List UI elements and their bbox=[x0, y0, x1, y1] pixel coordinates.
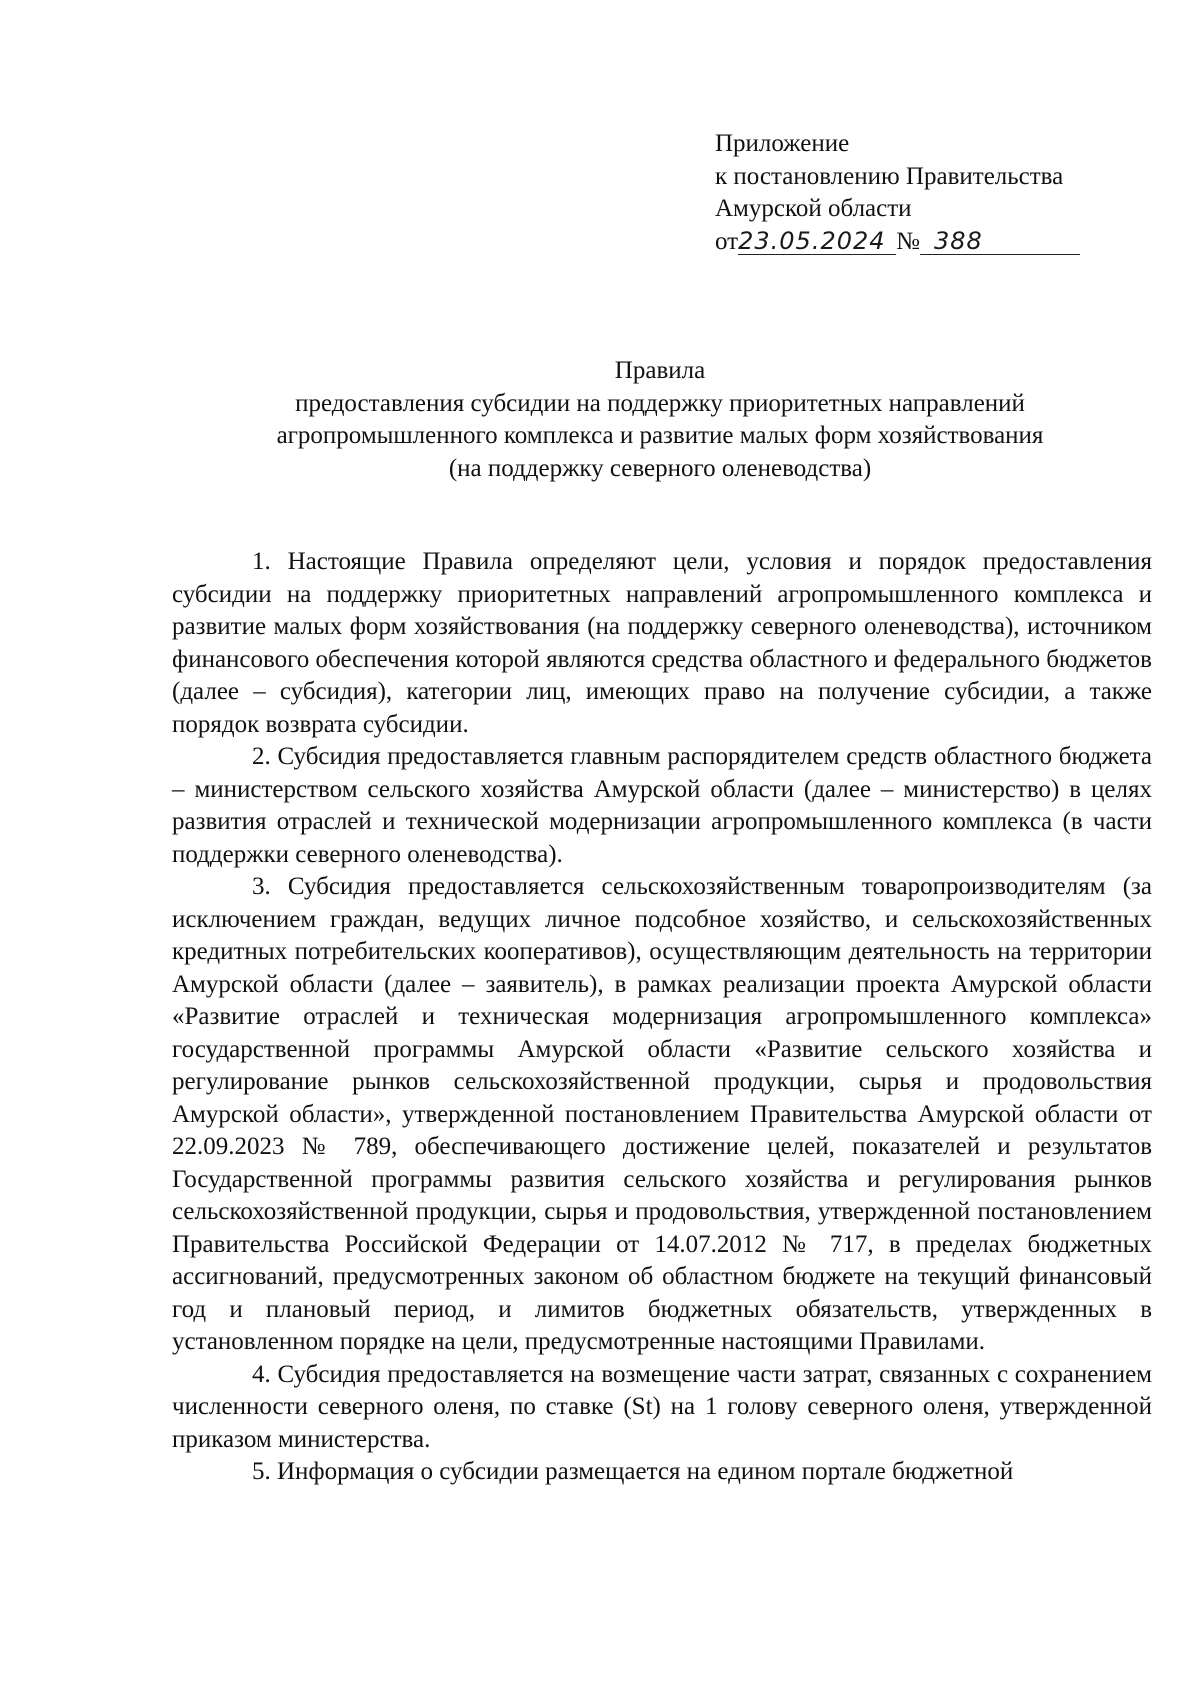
date-prefix: от bbox=[715, 227, 739, 255]
handwritten-number: 388 bbox=[920, 228, 1080, 255]
document-subtitle-line-2: агропромышленного комплекса и развитие малых форм хозяйствования bbox=[276, 422, 1044, 449]
paragraph-1: 1. Настоящие Правила определяют цели, условия и порядок предоставления субсидии на поддержку приоритетных направлений агропромышленного комплекса и развитие малых форм хозяйствования (на поддержку северного оленеводства), источником финансового обеспечения которой являются средства областного и федерального бюджетов (далее – субсидия), категории лиц, имеющих право на получение субсидии, а также порядок возврата субсидии. bbox=[172, 548, 1152, 738]
appendix-region: Амурской области bbox=[715, 195, 912, 222]
document-subtitle-line-3: (на поддержку северного оленеводства) bbox=[448, 454, 872, 482]
paragraph-2: 2. Субсидия предоставляется главным распорядителем средств областного бюджета – министерством сельского хозяйства Амурской области (далее – министерство) в целях развития отраслей и технической модернизации агропромышленного комплекса (в части поддержки северного оленеводства). bbox=[172, 743, 1152, 868]
appendix-label: Приложение bbox=[715, 130, 850, 157]
paragraph-5: 5. Информация о субсидии размещается на едином портале бюджетной bbox=[252, 1458, 1014, 1485]
handwritten-date: 23.05.2024 bbox=[738, 228, 896, 255]
document-heading: Правила bbox=[614, 357, 706, 384]
document-title-block bbox=[160, 355, 1160, 485]
appendix-header bbox=[715, 128, 1155, 258]
paragraph-4: 4. Субсидия предоставляется на возмещение части затрат, связанных с сохранением численности северного оленя, по ставке (St) на 1 голову северного оленя, утвержденной приказом министерства. bbox=[172, 1360, 1152, 1453]
appendix-decree-reference: к постановлению Правительства bbox=[715, 162, 1064, 190]
document-body bbox=[172, 546, 1152, 1489]
document-subtitle-line-1: предоставления субсидии на поддержку приоритетных направлений bbox=[295, 389, 1025, 417]
appendix-date-number-line bbox=[715, 226, 1155, 259]
paragraph-3: 3. Субсидия предоставляется сельскохозяйственным товаропроизводителям (за исключением граждан, ведущих личное подсобное хозяйство, и сельскохозяйственных кредитных потребительских кооперативов), осуществляющим деятельность на территории Амурской области (далее – заявитель), в рамках реализации проекта Амурской области «Развитие отраслей и техническая модернизация агропромышленного комплекса» государственной программы Амурской области «Развитие сельского хозяйства и регулирование рынков сельскохозяйственной продукции, сырья и продовольствия Амурской области», утвержденной постановлением Правительства Амурской области от 22.09.2023 № 789, обеспечивающего достижение целей, показателей и результатов Государственной программы развития сельского хозяйства и регулирования рынков сельскохозяйственной продукции, сырья и продовольствия, утвержденной постановлением Правительства Российской Федерации от 14.07.2012 № 717, в пределах бюджетных ассигнований, предусмотренных законом об областном бюджете на текущий финансовый год и плановый период, и лимитов бюджетных обязательств, утвержденных в установленном порядке на цели, предусмотренные настоящими Правилами. bbox=[172, 873, 1152, 1355]
number-prefix: № bbox=[896, 227, 920, 255]
